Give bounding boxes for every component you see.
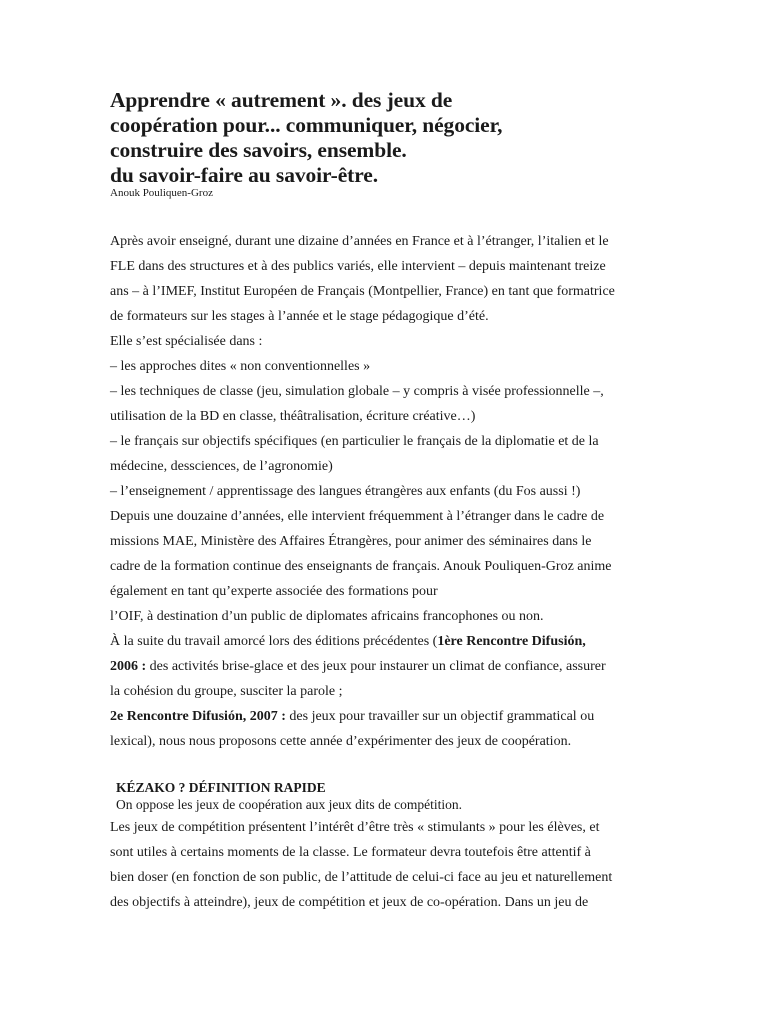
- list-item-3-cont: médecine, dessciences, de l’agronomie): [110, 459, 333, 474]
- paragraph-1-line-1: Après avoir enseigné, durant une dizaine d’années en France et à l’étranger, l’italien et le: [110, 234, 609, 249]
- section-line-2: sont utiles à certains moments de la classe. Le formateur devra toutefois être attentif à: [110, 845, 591, 860]
- paragraph-3-line-3: cadre de la formation continue des enseignants de français. Anouk Pouliquen-Groz anime: [110, 559, 612, 574]
- p4-line-4-text: des jeux pour travailler sur un objectif grammatical ou: [285, 709, 595, 724]
- paragraph-3-line-4: également en tant qu’experte associée des formations pour: [110, 584, 438, 599]
- paragraph-4-line-1: [110, 629, 658, 654]
- p4-line-2-bold: 2006 :: [110, 659, 147, 674]
- paragraph-4-line-3: la cohésion du groupe, susciter la parole ;: [110, 684, 343, 699]
- section-subtitle: On oppose les jeux de coopération aux jeux dits de compétition.: [116, 797, 463, 812]
- section-line-1: Les jeux de compétition présentent l’intérêt d’être très « stimulants » pour les élèves, et: [110, 820, 600, 835]
- section-line-4: des objectifs à atteindre), jeux de compétition et jeux de co-opération. Dans un jeu de: [110, 895, 589, 910]
- author-name: Anouk Pouliquen-Groz: [110, 187, 213, 199]
- p4-line-1-bold: 1ère Rencontre Difusión,: [437, 634, 586, 649]
- title-line-1: Apprendre « autrement ». des jeux de: [110, 88, 453, 112]
- section-body: [110, 815, 658, 915]
- paragraph-4-line-2: [110, 654, 658, 679]
- paragraph-4-line-4: [110, 704, 658, 729]
- paragraph-3-line-1: Depuis une douzaine d’années, elle intervient fréquemment à l’étranger dans le cadre de: [110, 509, 605, 524]
- list-item-1: – les approches dites « non conventionnelles »: [110, 359, 371, 374]
- paragraph-1-line-2: FLE dans des structures et à des publics variés, elle intervient – depuis maintenant treize: [110, 259, 606, 274]
- p4-line-2-text: des activités brise-glace et des jeux pour instaurer un climat de confiance, assurer: [146, 659, 606, 674]
- title-block: [110, 88, 670, 200]
- p4-line-1-text: À la suite du travail amorcé lors des éditions précédentes (: [110, 634, 438, 649]
- section-heading: KÉZAKO ? DÉFINITION RAPIDE: [116, 780, 326, 795]
- list-item-2: – les techniques de classe (jeu, simulation globale – y compris à visée professionnelle –,: [110, 384, 604, 399]
- paragraph-4-line-5: lexical), nous nous proposons cette année d’expérimenter des jeux de coopération.: [110, 734, 572, 749]
- paragraph-1-line-4: de formateurs sur les stages à l’année et le stage pédagogique d’été.: [110, 309, 489, 324]
- list-item-2-cont: utilisation de la BD en classe, théâtralisation, écriture créative…): [110, 409, 476, 424]
- list-item-3: – le français sur objectifs spécifiques (en particulier le français de la diplomatie et de la: [110, 434, 599, 449]
- body-text: [110, 229, 658, 754]
- paragraph-2: Elle s’est spécialisée dans :: [110, 334, 263, 349]
- paragraph-3-line-2: missions MAE, Ministère des Affaires Étrangères, pour animer des séminaires dans le: [110, 534, 592, 549]
- p4-line-4-bold: 2e Rencontre Difusión, 2007 :: [110, 709, 286, 724]
- title-line-2: coopération pour... communiquer, négocier,: [110, 113, 503, 137]
- paragraph-1-line-3: ans – à l’IMEF, Institut Européen de Français (Montpellier, France) en tant que formatrice: [110, 284, 615, 299]
- title-line-4: du savoir-faire au savoir-être.: [110, 163, 378, 187]
- definition-section: [110, 780, 658, 915]
- list-item-4: – l’enseignement / apprentissage des langues étrangères aux enfants (du Fos aussi !): [110, 484, 581, 499]
- title-line-3: construire des savoirs, ensemble.: [110, 138, 407, 162]
- section-line-3: bien doser (en fonction de son public, de l’attitude de celui-ci face au jeu et naturellement: [110, 870, 613, 885]
- paragraph-3-line-5: l’OIF, à destination d’un public de diplomates africains francophones ou non.: [110, 609, 544, 624]
